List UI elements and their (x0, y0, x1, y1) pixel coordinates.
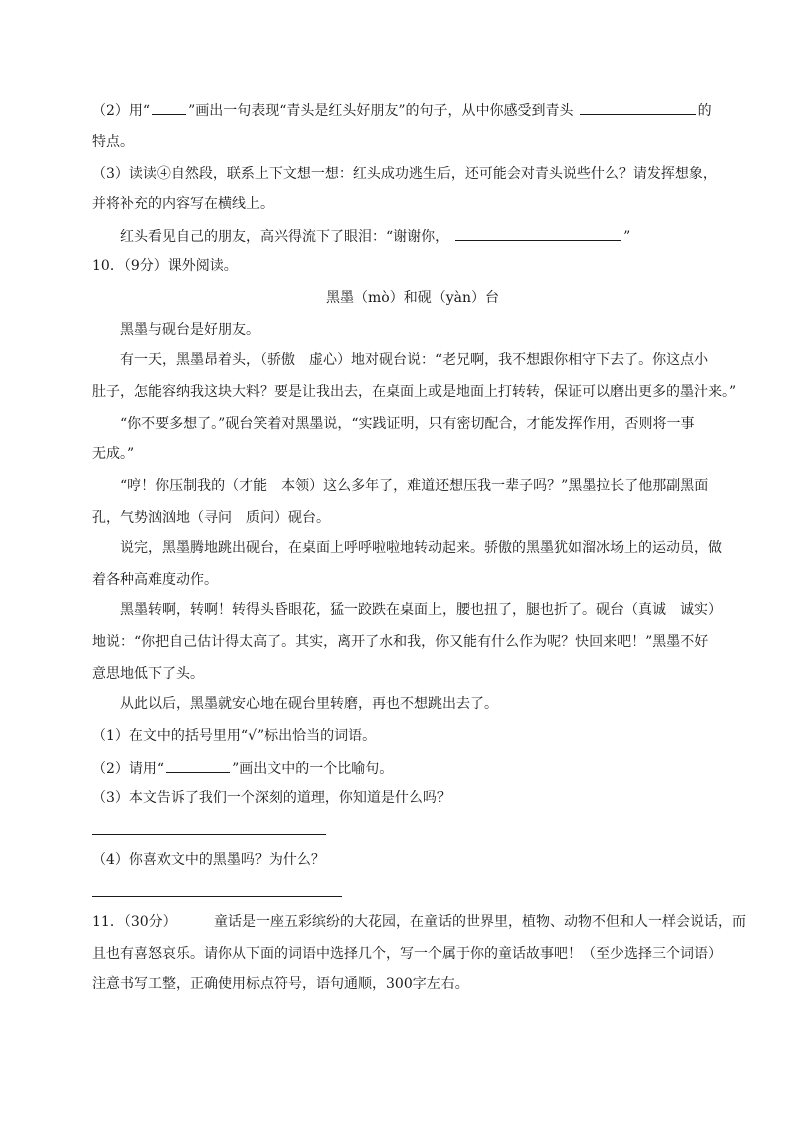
q10-paragraph: 说完，黑墨腾地跳出砚台，在桌面上呼呼啦啦地转动起来。骄傲的黑墨犹如溜冰场上的运动员，做 (120, 540, 722, 556)
q9-sub2-line2: 特点。 (92, 134, 134, 150)
q10-question-2: （2）请用“ ”画出文中的一个比喻句。 (92, 758, 393, 779)
q10-paragraph: “哼！你压制我的（才能 本领）这么多年了，难道还想压我一辈子吗？”黑墨拉长了他那副黑面 (120, 478, 709, 494)
q9-sub2-line1: （2）用“ ”画出一句表现“青头是红头好朋友”的句子，从中你感受到青头 的 (92, 100, 712, 121)
q10-passage-title: 黑墨（mò）和砚（yàn）台 (326, 290, 499, 306)
q10-question-1: （1）在文中的括号里用“√”标出恰当的词语。 (92, 728, 377, 744)
q10-question-4: （4）你喜欢文中的黑墨吗？为什么？ (92, 852, 325, 868)
q10-paragraph: “你不要多想了。”砚台笑着对黑墨说，“实践证明，只有密切配合，才能发挥作用，否则将一事 (120, 416, 695, 432)
q10-paragraph: 地说：“你把自己估计得太高了。其实，离开了水和我，你又能有什么作为呢？快回来吧！”黑墨不好 (92, 634, 709, 650)
q11-number: 11．（30分） (92, 914, 177, 930)
q9-sub3-line2: 并将补充的内容写在横线上。 (92, 196, 274, 212)
q10-header: 10．（9分）课外阅读。 (92, 258, 238, 274)
answer-blank[interactable] (152, 100, 186, 115)
q10-paragraph: 黑墨转啊，转啊！转得头昏眼花，猛一跤跌在桌面上，腰也扭了，腿也折了。砚台（真诚 诚实） (120, 602, 722, 618)
q10-paragraph: 有一天，黑墨昂着头，（骄傲 虚心）地对砚台说：“老兄啊，我不想跟你相守下去了。你这点小 (120, 352, 709, 368)
answer-blank[interactable] (580, 100, 696, 115)
q10-paragraph: 无成。” (92, 446, 135, 462)
q10-paragraph: 意思地低下了头。 (92, 666, 204, 682)
q11-prompt-line: 且也有喜怒哀乐。请你从下面的词语中选择几个，写一个属于你的童话故事吧！（至少选择三个词语） (92, 946, 722, 962)
q9-quote-line: 红头看见自己的朋友，高兴得流下了眼泪：“谢谢你， ” (120, 226, 630, 247)
answer-blank[interactable] (455, 226, 621, 241)
q10-paragraph: 着各种高难度动作。 (92, 572, 218, 588)
q11-prompt-line: 注意书写工整，正确使用标点符号，语句通顺，300字左右。 (92, 976, 469, 992)
q10-paragraph: 从此以后，黑墨就安心地在砚台里转磨，再也不想跳出去了。 (120, 696, 498, 712)
q9-sub3-line1: （3）读读④自然段，联系上下文想一想：红头成功逃生后，还可能会对青头说些什么？请发挥想象， (92, 166, 717, 182)
answer-line[interactable] (92, 896, 342, 897)
q11-prompt-line: 童话是一座五彩缤纷的大花园，在童话的世界里，植物、动物不但和人一样会说话，而 (214, 914, 746, 930)
q10-paragraph: 肚子，怎能容纳我这块大料？要是让我出去，在桌面上或是地面上打转转，保证可以磨出更多的墨汁来。” (92, 384, 737, 400)
answer-blank[interactable] (166, 758, 230, 773)
q10-paragraph: 孔，气势汹汹地（寻问 质问）砚台。 (92, 510, 330, 526)
q10-paragraph: 黑墨与砚台是好朋友。 (120, 322, 260, 338)
q10-question-3: （3）本文告诉了我们一个深刻的道理，你知道是什么吗？ (92, 790, 451, 806)
answer-line[interactable] (92, 834, 326, 835)
